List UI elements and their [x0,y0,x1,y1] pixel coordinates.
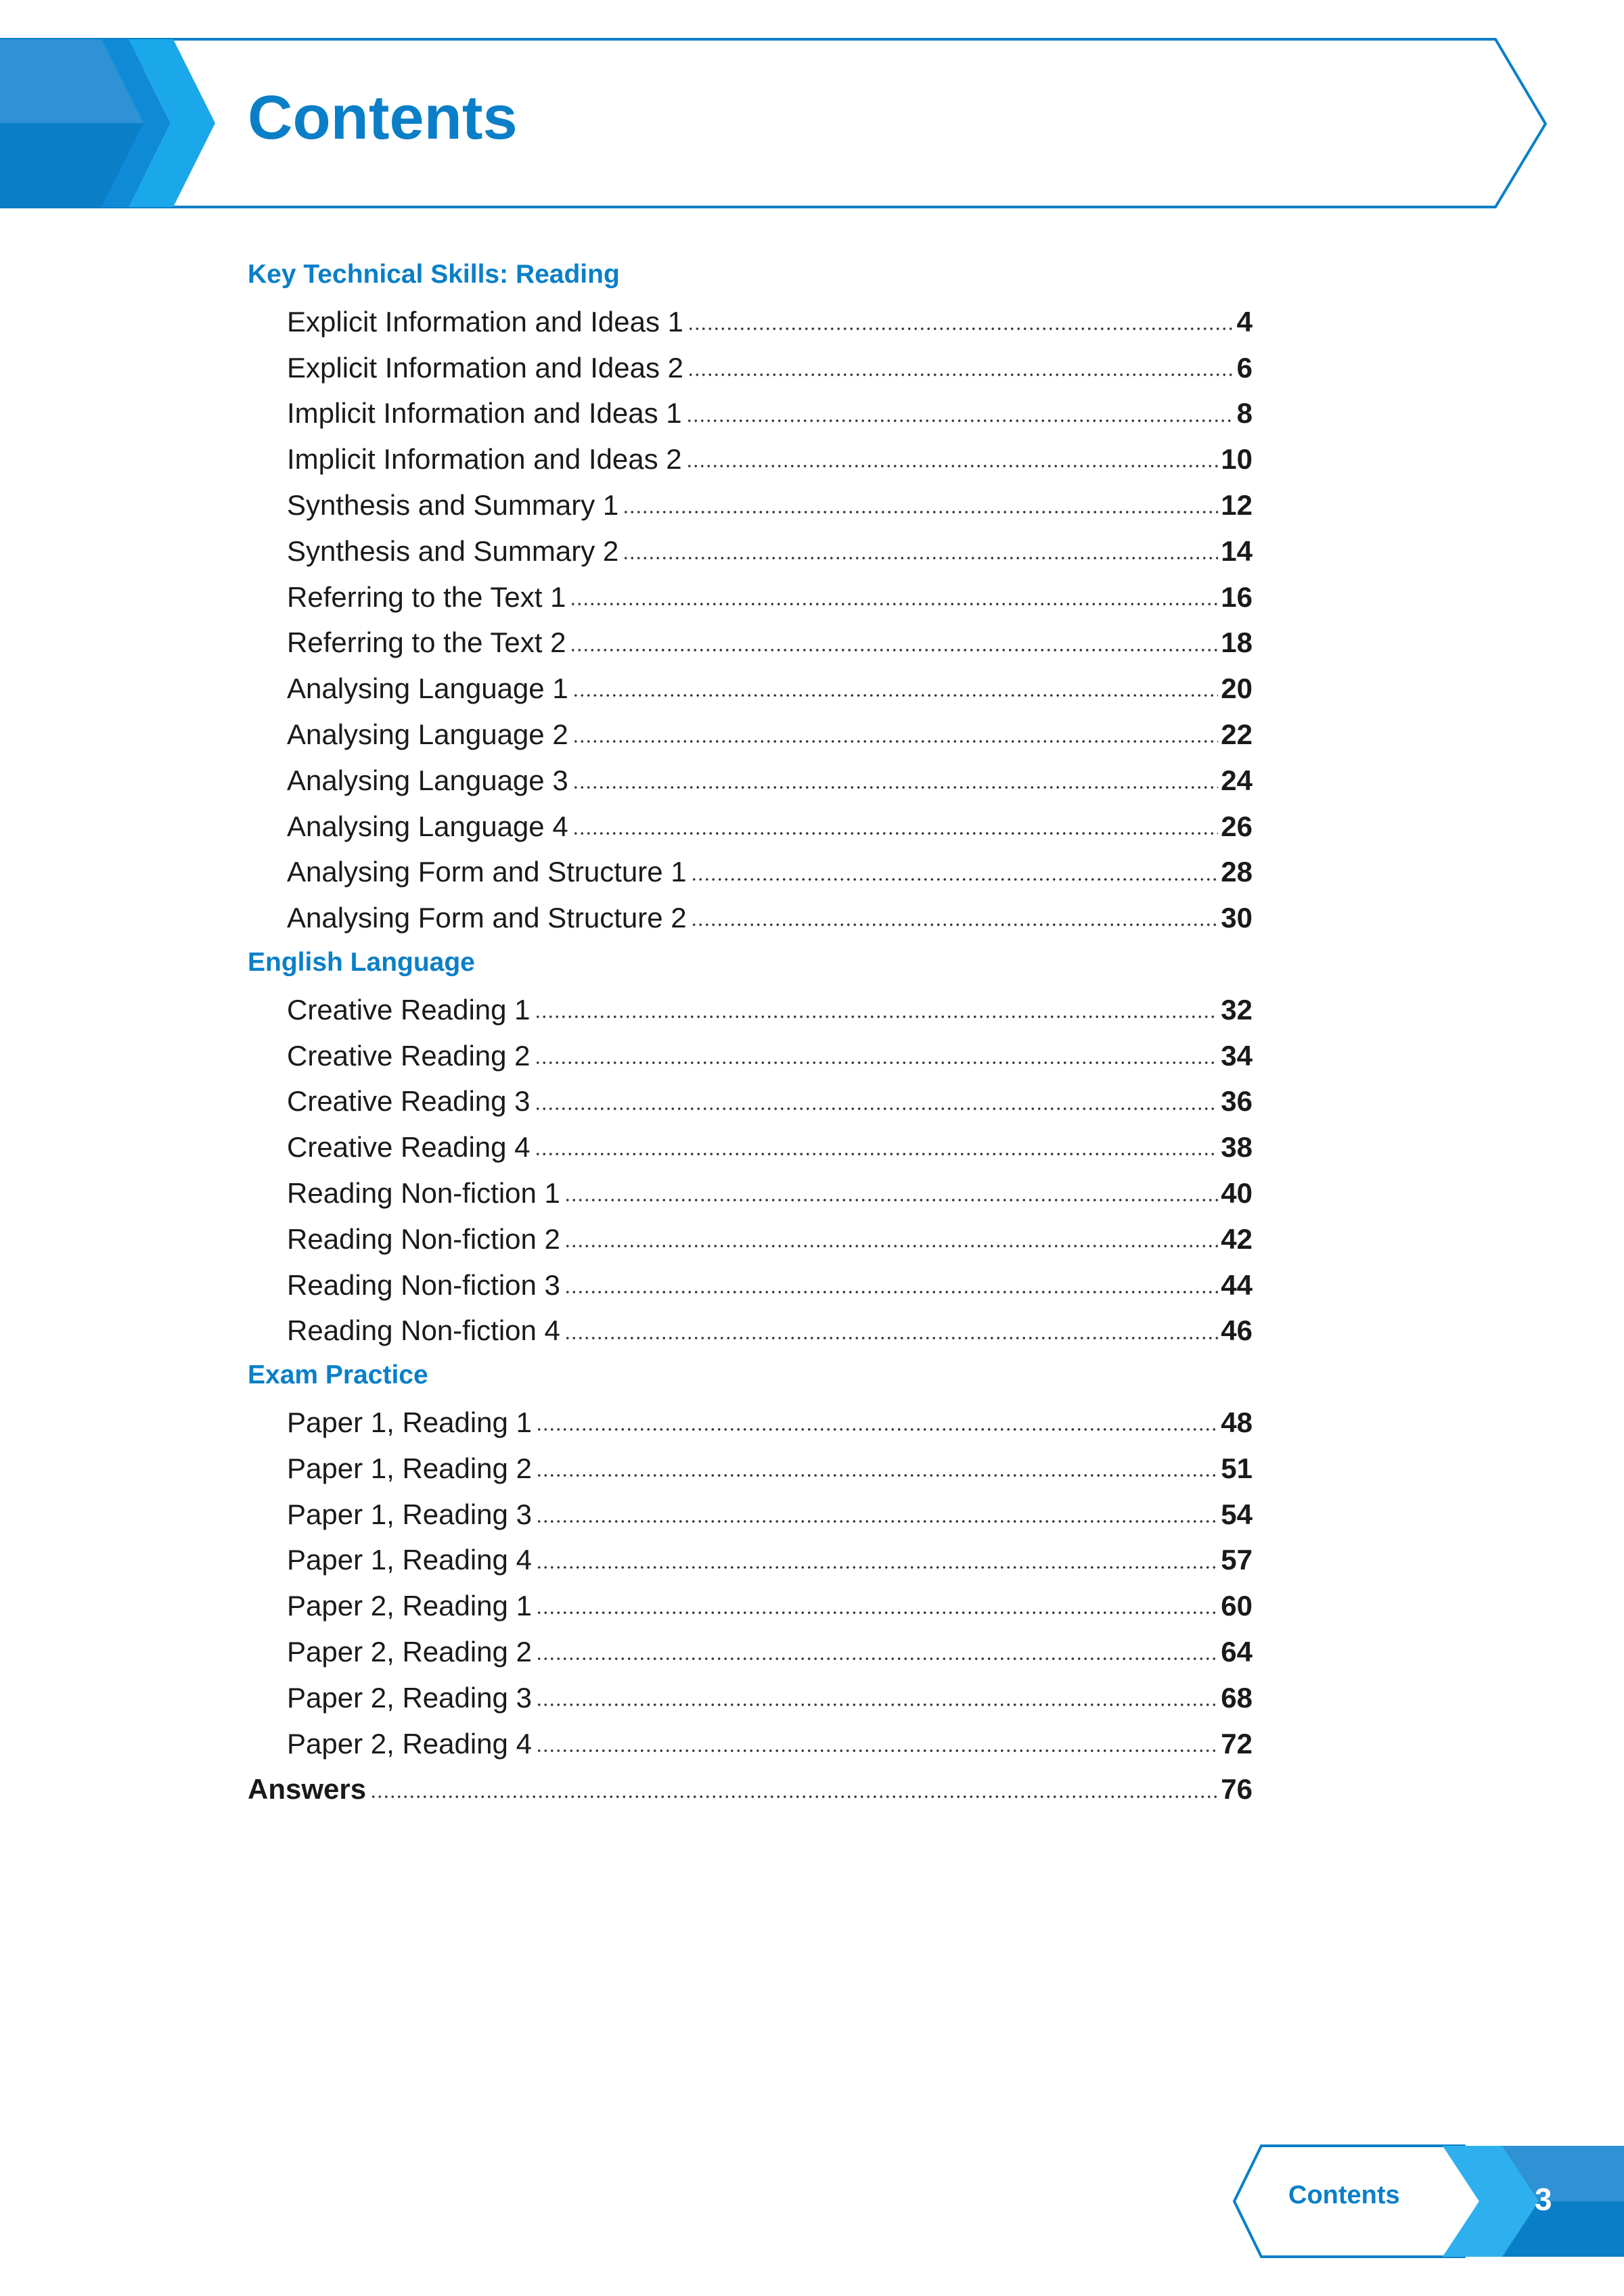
toc-entry[interactable] [287,1269,1253,1302]
toc-page-number: 10 [1221,443,1253,476]
dot-leader [686,419,1234,422]
toc-entry-title: Paper 1, Reading 4 [287,1544,532,1576]
toc-row [248,527,1253,573]
toc-entry[interactable] [287,1590,1253,1622]
toc-entry-title: Reading Non-fiction 2 [287,1222,560,1255]
toc-entry[interactable] [287,1223,1253,1256]
dot-leader [370,1795,1218,1798]
toc-row [248,756,1253,802]
toc-row [248,481,1253,527]
toc-row [248,1032,1253,1078]
toc-row [248,1720,1253,1766]
dot-leader [572,786,1219,789]
toc-entry[interactable] [287,902,1253,934]
toc-entry[interactable] [287,994,1253,1026]
toc-entry[interactable] [287,1040,1253,1072]
toc-entry[interactable] [287,1544,1253,1576]
dot-leader [572,740,1219,743]
toc-entry[interactable] [287,443,1253,476]
toc-entry-title: Explicit Information and Ideas 1 [287,305,683,338]
toc-entry[interactable] [287,1452,1253,1485]
toc-page-number: 60 [1221,1590,1253,1622]
page-header [0,0,1624,216]
dot-leader [691,878,1219,881]
toc-page-number: 51 [1221,1452,1253,1484]
toc-entry-title: Creative Reading 3 [287,1085,531,1118]
toc-entry-title: Reading Non-fiction 4 [287,1314,560,1347]
toc-page-number: 26 [1221,810,1253,842]
toc-entry-title: Referring to the Text 1 [287,580,566,613]
toc-page-number: 14 [1221,534,1253,567]
table-of-contents [248,252,1253,1811]
dot-leader [623,511,1218,513]
dot-leader [535,1153,1219,1155]
dot-leader [572,694,1219,697]
toc-entry[interactable] [287,718,1253,751]
toc-page-number: 48 [1221,1406,1253,1438]
toc-row [248,986,1253,1032]
toc-entry-title: Paper 2, Reading 3 [287,1681,532,1714]
dot-leader [536,1520,1218,1523]
toc-page-number: 18 [1221,626,1253,659]
toc-entry[interactable] [287,581,1253,614]
toc-entry[interactable] [287,1085,1253,1118]
toc-row [248,802,1253,848]
toc-row [248,298,1253,344]
toc-entry-title: Analysing Language 3 [287,764,568,796]
toc-section-row [248,252,1253,298]
toc-entry[interactable] [287,1406,1253,1439]
toc-page-number: 6 [1236,351,1253,384]
toc-section-row [248,940,1253,986]
page-title: Contents [248,83,518,152]
toc-entry-title: Explicit Information and Ideas 2 [287,351,683,384]
toc-row [248,1444,1253,1490]
dot-leader [570,603,1218,605]
toc-page-number: 8 [1236,397,1253,430]
toc-entry-title: Paper 1, Reading 1 [287,1406,532,1438]
toc-row [248,618,1253,664]
toc-entry[interactable] [287,352,1253,384]
toc-page-number: 40 [1221,1176,1253,1209]
toc-entry-title: Analysing Language 2 [287,718,568,750]
dot-leader [623,557,1218,559]
toc-row [248,1169,1253,1215]
toc-entry[interactable] [248,1773,1253,1806]
toc-page-number: 20 [1221,672,1253,705]
toc-entry-title: Referring to the Text 2 [287,626,566,659]
dot-leader [687,327,1234,330]
dot-leader [564,1337,1218,1339]
toc-entry-title: Reading Non-fiction 1 [287,1176,560,1209]
toc-row [248,710,1253,756]
toc-entry[interactable] [287,1498,1253,1531]
toc-page-number: 38 [1221,1131,1253,1164]
toc-entry-title: Synthesis and Summary 2 [287,534,619,567]
dot-leader [535,1061,1219,1064]
toc-page-number: 22 [1221,718,1253,750]
toc-page-number: 4 [1236,305,1253,338]
toc-row [248,1765,1253,1811]
footer-section-label: Contents [1288,2181,1400,2209]
dot-leader [536,1611,1218,1614]
header-banner [0,0,1624,216]
toc-row [248,344,1253,390]
toc-row [248,1261,1253,1307]
toc-page-number: 36 [1221,1085,1253,1118]
toc-page-number: 28 [1221,856,1253,888]
toc-row [248,389,1253,435]
toc-page-number: 34 [1221,1039,1253,1072]
toc-entry-title: Reading Non-fiction 3 [287,1268,560,1301]
toc-row [248,1490,1253,1536]
dot-leader [564,1291,1218,1293]
toc-entry-title: Implicit Information and Ideas 1 [287,397,682,430]
toc-entry-title: Implicit Information and Ideas 2 [287,443,682,476]
dot-leader [536,1474,1218,1477]
dot-leader [686,465,1219,467]
toc-entry-title: Paper 2, Reading 4 [287,1727,532,1760]
toc-entry-title: Analysing Language 1 [287,672,568,705]
toc-row [248,848,1253,894]
dot-leader [564,1245,1218,1247]
toc-page-number: 24 [1221,764,1253,796]
toc-row [248,894,1253,940]
toc-entry[interactable] [287,1314,1253,1347]
page-number: 3 [1535,2182,1552,2217]
toc-entry-title: Synthesis and Summary 1 [287,488,619,521]
toc-entry-title: Analysing Language 4 [287,810,568,842]
toc-row [248,664,1253,710]
toc-row [248,435,1253,481]
toc-entry[interactable] [287,1131,1253,1164]
section-heading: Exam Practice [248,1360,428,1390]
dot-leader [536,1657,1218,1660]
dot-leader [536,1703,1218,1706]
toc-entry-title: Creative Reading 4 [287,1131,531,1164]
toc-entry[interactable] [287,856,1253,888]
dot-leader [536,1566,1218,1569]
toc-page-number: 68 [1221,1681,1253,1714]
toc-page-number: 44 [1221,1268,1253,1301]
toc-section-row [248,1352,1253,1398]
dot-leader [536,1428,1218,1431]
toc-entry[interactable] [287,306,1253,338]
toc-entry[interactable] [287,397,1253,430]
toc-entry-title: Analysing Form and Structure 1 [287,856,687,888]
dot-leader [687,373,1234,376]
toc-page-number: 12 [1221,488,1253,521]
toc-row [248,573,1253,619]
dot-leader [535,1015,1219,1018]
toc-row [248,1628,1253,1674]
toc-page-number: 54 [1221,1498,1253,1530]
dot-leader [570,649,1218,651]
toc-page-number: 72 [1221,1727,1253,1760]
toc-entry[interactable] [287,672,1253,705]
toc-row [248,1306,1253,1352]
toc-entry-title: Paper 1, Reading 3 [287,1498,532,1530]
dot-leader [536,1749,1218,1752]
toc-page-number: 57 [1221,1544,1253,1576]
toc-page-number: 30 [1221,902,1253,934]
toc-entry-title: Answers [248,1773,367,1806]
section-heading: English Language [248,947,475,977]
toc-entry-title: Creative Reading 1 [287,993,531,1026]
toc-entry-title: Analysing Form and Structure 2 [287,902,687,934]
toc-entry-title: Paper 1, Reading 2 [287,1452,532,1484]
toc-row [248,1215,1253,1261]
toc-page-number: 76 [1221,1773,1253,1806]
page-footer [1232,2143,1624,2258]
toc-page-number: 46 [1221,1314,1253,1347]
toc-entry-title: Creative Reading 2 [287,1039,531,1072]
toc-entry[interactable] [287,810,1253,843]
toc-page-number: 32 [1221,993,1253,1026]
toc-page-number: 64 [1221,1635,1253,1668]
dot-leader [535,1107,1219,1110]
toc-page-number: 16 [1221,580,1253,613]
toc-row [248,1398,1253,1444]
toc-row [248,1674,1253,1720]
toc-entry[interactable] [287,1636,1253,1668]
toc-page-number: 42 [1221,1222,1253,1255]
toc-entry-title: Paper 2, Reading 2 [287,1635,532,1668]
dot-leader [564,1199,1218,1201]
dot-leader [572,832,1219,835]
toc-entry[interactable] [287,535,1253,568]
section-heading: Key Technical Skills: Reading [248,260,620,289]
toc-entry[interactable] [287,489,1253,522]
toc-row [248,1536,1253,1582]
toc-entry[interactable] [287,626,1253,659]
toc-row [248,1077,1253,1123]
toc-row [248,1582,1253,1628]
toc-entry[interactable] [287,1682,1253,1714]
toc-entry-title: Paper 2, Reading 1 [287,1590,532,1622]
toc-entry[interactable] [287,1728,1253,1760]
toc-entry[interactable] [287,1177,1253,1210]
toc-entry[interactable] [287,764,1253,797]
dot-leader [691,923,1219,926]
toc-row [248,1123,1253,1169]
